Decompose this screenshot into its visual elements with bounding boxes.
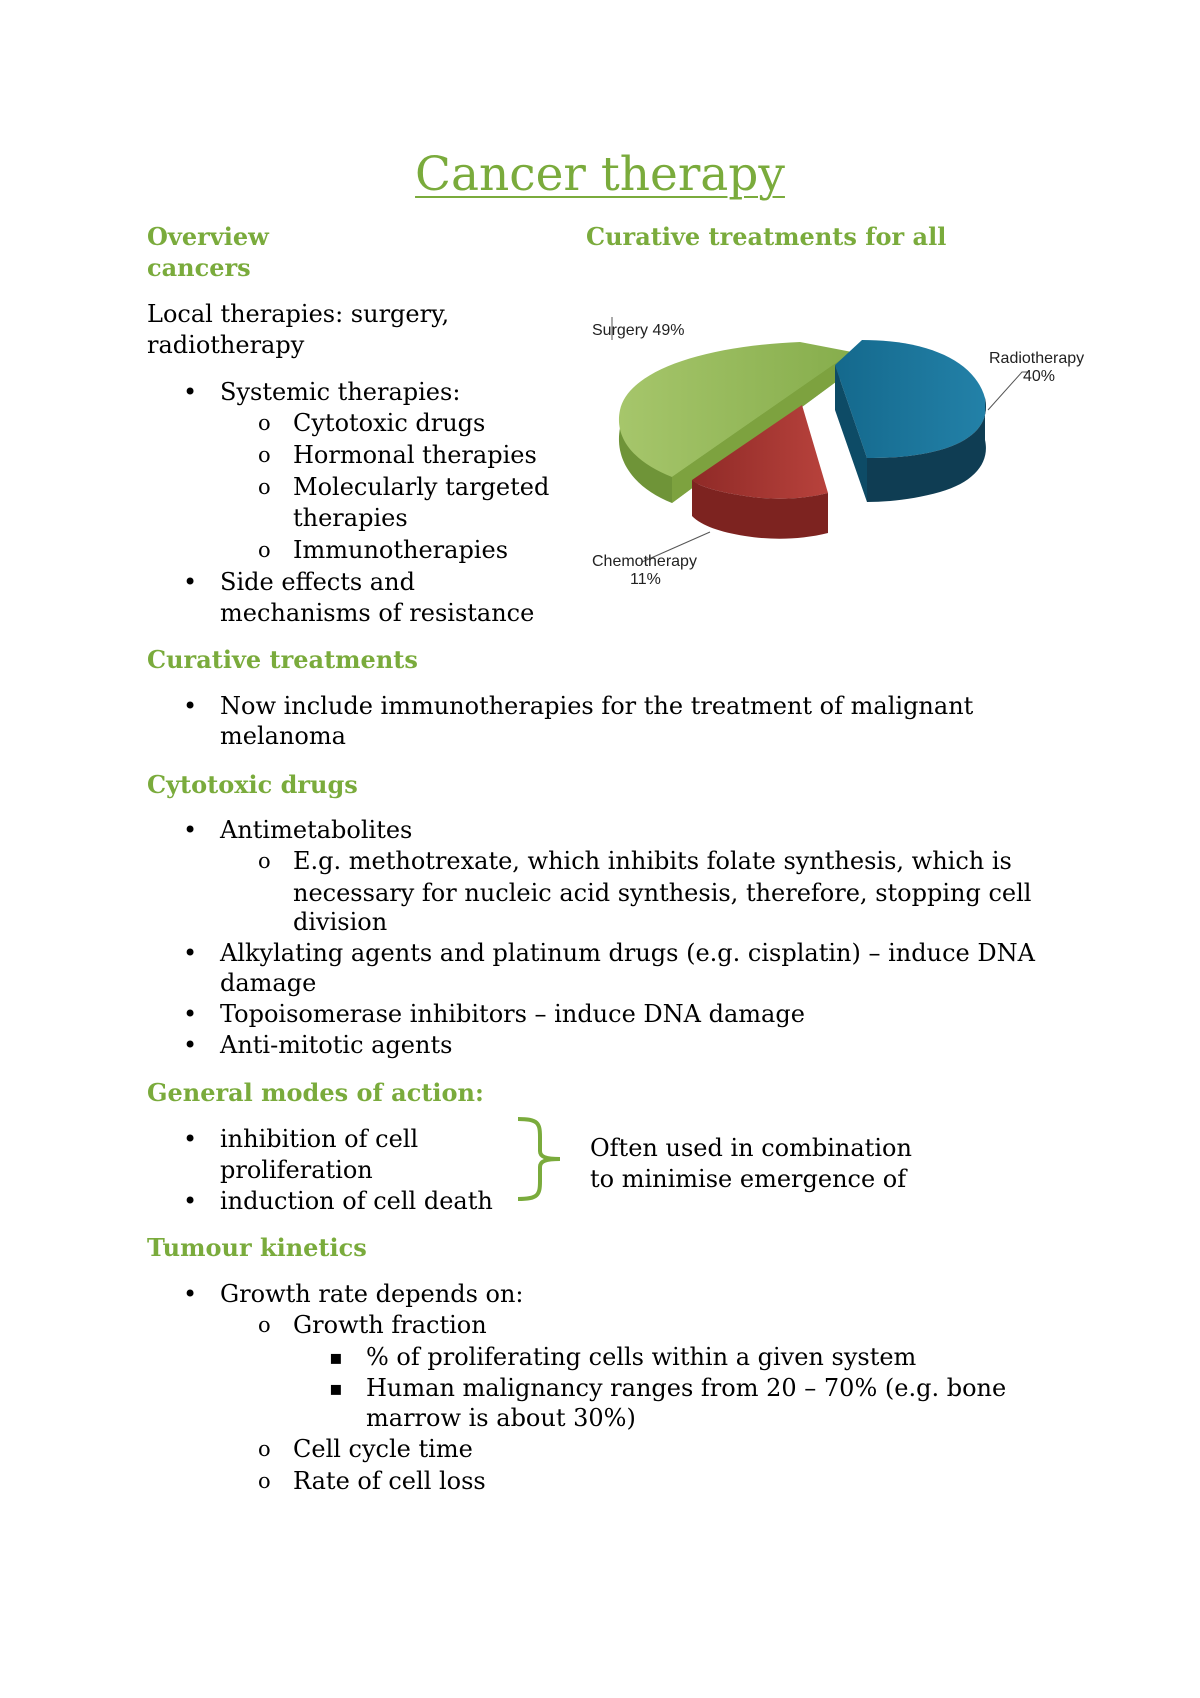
inhibition-item-line1: • inhibition of cell <box>220 1124 418 1155</box>
induction-item: • induction of cell death <box>220 1186 493 1217</box>
cytotoxic-drugs-heading: Cytotoxic drugs <box>147 770 358 799</box>
molecularly-targeted-subitem-cont: therapies <box>293 504 408 532</box>
growth-fraction-subitem: o Growth fraction <box>293 1310 487 1341</box>
local-therapies-line2: radiotherapy <box>147 331 305 359</box>
curative-treatments-heading: Curative treatments <box>147 645 418 674</box>
surgery-label: Surgery 49% <box>592 322 685 339</box>
side-effects-item: • Side effects and <box>220 567 415 598</box>
molecularly-targeted-subitem: o Molecularly targeted <box>293 472 549 503</box>
antimetabolites-item: • Antimetabolites <box>220 815 412 846</box>
page-title: Cancer therapy <box>415 147 785 202</box>
growth-rate-item: • Growth rate depends on: <box>220 1279 524 1310</box>
curative-item-line1: • Now include immunotherapies for the treatment of malignant <box>220 691 973 722</box>
cytotoxic-drugs-subitem: o Cytotoxic drugs <box>293 408 485 439</box>
alkylating-item-line2: damage <box>220 969 317 997</box>
tumour-kinetics-heading: Tumour kinetics <box>147 1233 367 1262</box>
chemotherapy-label: Chemotherapy <box>592 553 697 570</box>
methotrexate-subitem-line3: division <box>293 908 388 936</box>
chart-heading: Curative treatments for all <box>586 222 947 251</box>
side-effects-item-cont: mechanisms of resistance <box>220 599 535 627</box>
overview-heading-line2: cancers <box>147 253 251 282</box>
alkylating-item-line1: • Alkylating agents and platinum drugs (e.g. cisplatin) – induce DNA <box>220 938 1035 969</box>
proliferating-cells-subsubitem: ▪ % of proliferating cells within a given system <box>366 1342 916 1373</box>
chemotherapy-percent: 11% <box>630 571 661 588</box>
systemic-therapies-item: • Systemic therapies: <box>220 377 460 408</box>
human-malignancy-subsubitem-line1: ▪ Human malignancy ranges from 20 – 70% (e.g. bone <box>366 1373 1006 1404</box>
local-therapies-line1: Local therapies: surgery, <box>147 300 450 328</box>
radiotherapy-label: Radiotherapy <box>989 350 1085 367</box>
immunotherapies-subitem: o Immunotherapies <box>293 535 508 566</box>
methotrexate-subitem-line2: necessary for nucleic acid synthesis, therefore, stopping cell <box>293 879 1032 907</box>
inhibition-item-line2: proliferation <box>220 1156 373 1184</box>
modes-of-action-heading: General modes of action: <box>147 1078 484 1107</box>
human-malignancy-subsubitem-line2: marrow is about 30%) <box>366 1404 636 1432</box>
curative-treatments-pie-chart <box>570 310 1110 600</box>
cell-loss-subitem: o Rate of cell loss <box>293 1466 486 1497</box>
cell-cycle-time-subitem: o Cell cycle time <box>293 1434 473 1465</box>
combination-note-line1: Often used in combination <box>590 1134 912 1162</box>
topoisomerase-item: • Topoisomerase inhibitors – induce DNA damage <box>220 999 805 1030</box>
methotrexate-subitem-line1: o E.g. methotrexate, which inhibits folate synthesis, which is <box>293 846 1012 877</box>
overview-heading-line1: Overview <box>147 222 269 251</box>
hormonal-therapies-subitem: o Hormonal therapies <box>293 440 537 471</box>
antimitotic-item: • Anti-mitotic agents <box>220 1030 452 1061</box>
curative-item-line2: melanoma <box>220 722 346 750</box>
combination-note-line2: to minimise emergence of <box>590 1165 907 1193</box>
curly-brace-icon <box>510 1115 570 1205</box>
radiotherapy-percent: 40% <box>1023 368 1056 385</box>
